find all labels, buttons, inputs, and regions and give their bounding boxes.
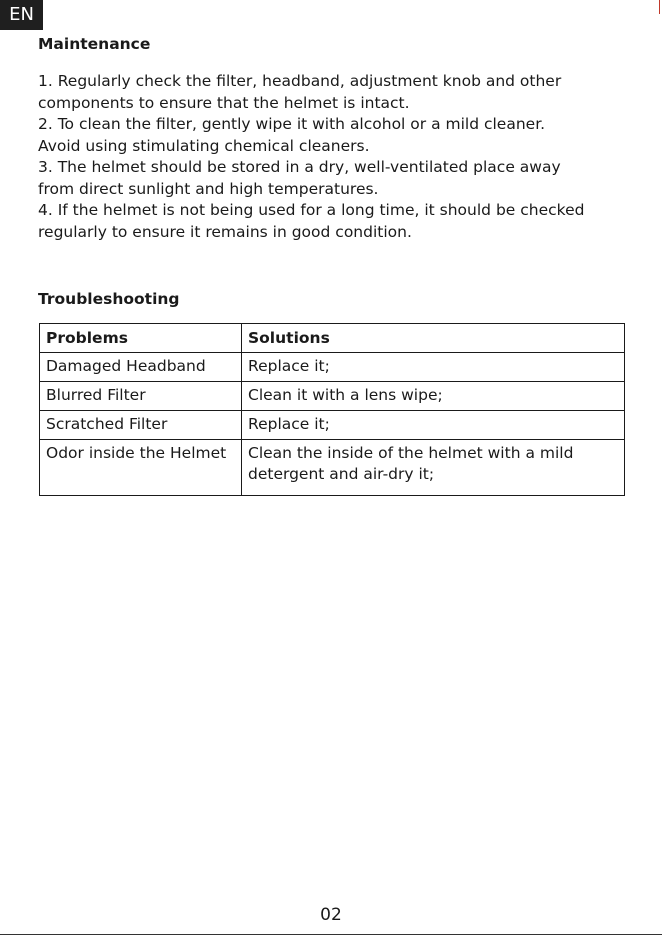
solution-cell (242, 440, 625, 496)
table-row (40, 382, 625, 411)
table-row (40, 440, 625, 496)
maintenance-line: 3. The helmet should be stored in a dry, well-ventilated place away (38, 158, 561, 176)
maintenance-line: Avoid using stimulating chemical cleaners. (38, 136, 370, 155)
language-tab: EN (0, 0, 43, 30)
maintenance-title: Maintenance (38, 35, 151, 53)
maintenance-line: 1. Regularly check the filter, headband, adjustment knob and other (38, 72, 562, 90)
page-number: 02 (320, 905, 342, 925)
maintenance-steps (38, 71, 638, 243)
table-row (40, 353, 625, 382)
bottom-rule (0, 934, 662, 935)
table-header-row (40, 324, 625, 353)
header-problems: Problems (40, 324, 242, 353)
troubleshooting-table (39, 323, 625, 496)
solution-line: detergent and air-dry it; (248, 465, 435, 483)
table-row (40, 411, 625, 440)
solution-cell: Replace it; (242, 353, 625, 382)
maintenance-line: regularly to ensure it remains in good condition. (38, 222, 412, 241)
solution-cell: Replace it; (242, 411, 625, 440)
troubleshooting-title: Troubleshooting (38, 290, 180, 308)
problem-cell: Odor inside the Helmet (40, 440, 242, 496)
problem-cell: Blurred Filter (40, 382, 242, 411)
problem-cell: Damaged Headband (40, 353, 242, 382)
header-solutions: Solutions (242, 324, 625, 353)
problem-cell: Scratched Filter (40, 411, 242, 440)
maintenance-line: components to ensure that the helmet is intact. (38, 93, 410, 112)
maintenance-line: 2. To clean the filter, gently wipe it with alcohol or a mild cleaner. (38, 115, 546, 133)
solution-cell: Clean it with a lens wipe; (242, 382, 625, 411)
maintenance-line: from direct sunlight and high temperatures. (38, 179, 379, 198)
solution-line: Clean the inside of the helmet with a mild (248, 444, 574, 462)
maintenance-line: 4. If the helmet is not being used for a long time, it should be checked (38, 201, 585, 219)
edge-mark (659, 0, 660, 14)
